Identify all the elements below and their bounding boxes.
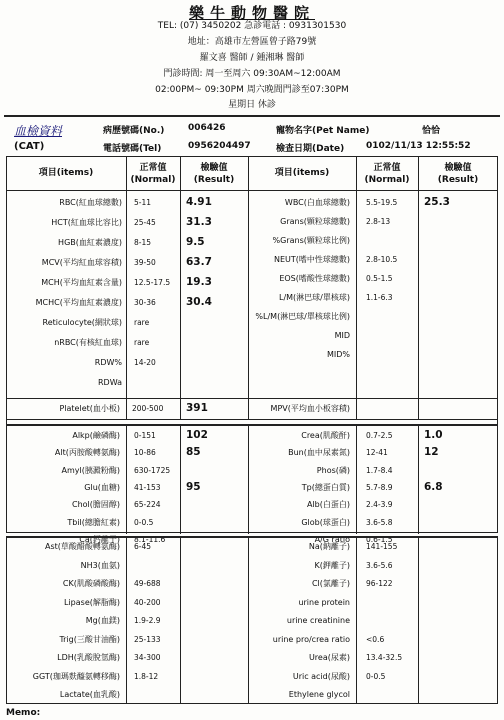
cbc_left-item: MCH(平均血紅素含量) [41,278,122,287]
pet-name-label: 寵物名字(Pet Name) [276,126,370,136]
chem2_right-normal: 0-0.5 [366,671,386,681]
cbc-left-items-header: 項目(items) [38,168,94,178]
chem2_right-item: urine creatinine [286,616,350,625]
chem2_left-normal: 40-200 [134,597,161,607]
phone-value: 0956204497 [188,141,251,151]
cbc_left-normal: 30-36 [134,298,156,307]
chem1_left-result: 85 [186,446,201,459]
chem2_right-item: K(鉀離子) [314,560,350,570]
chem2_right-item: Urea(尿素) [308,653,350,662]
chem1_left-normal: 0-0.5 [134,517,154,527]
pet-name-value: 恰恰 [422,126,441,136]
header-rule [4,115,500,117]
chem1_left-normal: 0-151 [134,431,156,440]
cbc-right-result-header: 檢驗值 [444,163,472,173]
cbc_right-item: MID% [326,350,350,359]
cbc_left-item: RDW% [94,358,122,367]
chem1_right-item: Bun(血中尿素氮) [288,448,350,458]
chem2_right-item: urine protein [298,597,350,607]
clinic-hours-1: 門診時間: 周一至周六 09:30AM~12:00AM [163,69,341,79]
chem2_left-normal: 25-133 [134,634,161,644]
chem2_left-normal: 1.9-2.9 [134,616,161,625]
cbc_right-normal: 2.8-13 [366,217,391,226]
cbc_left-normal: rare [134,318,150,327]
chem1_left-normal: 10-86 [134,448,156,458]
cbc_right-normal: 0.5-1.5 [366,274,393,283]
chem2_left-item: LDH(乳酸脫氫酶) [57,653,120,662]
chem1_right-normal: 5.7-8.9 [366,482,393,492]
chem2_right-normal: 3.6-5.6 [366,560,393,570]
platelet-result: 391 [186,402,208,414]
chem1_left-item: Amyl(胰澱粉酶) [61,465,120,475]
chem2_left-normal: 34-300 [134,653,161,662]
chem2_left-item: Lipase(解脂酶) [64,597,120,607]
cbc_left-result: 31.3 [186,216,212,228]
species-label: (CAT) [14,141,45,152]
cbc_left-normal: 25-45 [134,218,156,227]
cbc_left-item: Reticulocyte(網狀球) [42,318,122,327]
cbc-left-result-header: 檢驗值 [200,163,228,173]
cbc-right-normal-header: 正常值 [373,163,401,173]
chem1_right-item: Tp(總蛋白質) [301,482,350,492]
cbc_right-item: Grans(顆粒球總數) [280,217,350,226]
cbc_left-normal: 12.5-17.5 [134,278,171,287]
chem2_right-item: Na(鈉離子) [308,542,350,551]
cbc_left-result: 19.3 [186,276,212,288]
cbc_right-item: NEUT(嗜中性球總數) [273,255,350,264]
chem1_left-item: Ca(鈣離子) [79,534,120,544]
cbc_left-normal: rare [134,338,150,347]
chem2_left-item: Lactate(血乳酸) [59,690,120,699]
cbc_right-item: L/M(淋巴球/單核球) [279,293,350,302]
clinic-address: 地址：高雄市左營區曾子路79號 [187,37,317,47]
date-value: 0102/11/13 12:55:52 [366,141,471,151]
chem1_right-normal: 0.7-2.5 [366,431,393,440]
chem1_right-item: Phos(磷) [316,465,350,475]
chem2_right-item: urine pro/crea ratio [272,634,350,644]
chem1_left-item: Alkp(鹼磷酶) [72,431,120,440]
chem2_right-item: Ethylene glycol [288,690,350,699]
platelet-item: Platelet(血小板) [59,404,120,413]
chem1_right-normal: 12-41 [366,448,388,458]
chem1_right-item: Crea(肌酸酐) [301,431,350,440]
chem1_left-normal: 630-1725 [134,465,171,475]
cbc_right-result: 25.3 [424,196,450,208]
chem1_right-item: Glob(球蛋白) [301,517,350,527]
record-no-label: 病歷號碼(No.) [103,126,165,136]
cbc-center-divider [248,156,249,420]
cbc_left-normal: 14-20 [134,358,156,367]
lab-report-page: 樂牛動物醫院 TEL: (07) 3450202 急診電話 : 0931301530 地址：高雄市左營區曾子路79號 羅文喜 醫師 / 鍾湘琳 醫師 門診時間: 周一至周六 09:30AM~12:00AM 02:00PM~ 09:30PM 周六晚間門診至07:30PM 星期日 休診 血檢資料 (CAT) 病歷號碼(No.) 006426 寵物名字(Pet Name) 恰恰 電話號碼(Tel) 0956204497 檢查日期(Date) 0102/11/13 12:55:52 項目(items) 正常值 (Normal) 檢驗值 (Result) 項目(items) 正常值 (Normal) 檢驗值 (Result) RBC(紅血球總數) 5-11 4.91 HCT(紅血球比容比) 25-45 31.3 HGB(血紅素濃度) 8-15 9.5 MCV(平均紅血球容積) 39-50 63.7 MCH(平均血紅素含量) 12.5-17.5 19.3 MCHC(平均血紅素濃度) 30-36 30.4 Reticulocyte(網狀球) rare nRBC(有核紅血球) rare RDW% 14-20 RDWa WBC(白血球總數) 5.5-19.5 25.3 Grans(顆粒球總數) 2.8-13 %Grans(顆粒球比例) NEUT(嗜中性球總數) 2.8-10.5 EOS(嗜酸性球總數) 0.5-1.5 L/M(淋巴球/單核球) 1.1-6.3 %L/M(淋巴球/單核球比例) MID MID% Platelet(血小板) 200-500 391 MPV(平均血小板容積) Alkp(鹼磷酶) 0-151 102 Alt(丙胺酸轉氨酶) 10-86 85 Amyl(胰澱粉酶) 630-1725 Glu(血糖) 41-153 95 Chol(膽固醇) 65-224 Tbil(總膽紅素) 0-0.5 Ca(鈣離子) 8.1-11.6 Crea(肌酸酐) 0.7-2.5 1.0 Bun(血中尿素氮) 12-41 12 Phos(磷) 1.7-8.4 Tp(總蛋白質) 5.7-8.9 6.8 Alb(白蛋白) 2.4-3.9 Glob(球蛋白) 3.6-5.8 A/G ratio 0.6-1.5 Ast(草酸醋酸轉氨酶) 6-45 NH3(血氨) CK(肌酸磷酸酶) 49-688 Lipase(解脂酶) 40-200 Mg(血鎂) 1.9-2.9 Trig(三酸甘油酯) 25-133 LDH(乳酸脫氫酶) 34-300 GGT(珈瑪麩醯氨轉移酶) 1.8-12 Lactate(血乳酸) Na(鈉離子) 141-155 K(鉀離子) 3.6-5.6 Cl(氯離子) 96-122 urine protein urine creatinine urine pro/crea ratio <0.6 Urea(尿素) 13.4-32.5 Uric acid(尿酸) 0-0.5 Ethylene glycol Memo: [0,0,504,720]
cbc_left-item: HCT(紅血球比容比) [51,218,122,227]
cbc_left-result: 63.7 [186,256,212,268]
report-title: 血檢資料 [14,124,63,138]
cbc-left-normal-header: 正常值 [139,163,167,173]
cbc_left-normal: 39-50 [134,258,156,267]
cbc_right-item: %Grans(顆粒球比例) [272,236,350,245]
chem2_left-normal: 49-688 [134,579,161,588]
cbc-right-items-header: 項目(items) [274,168,330,178]
cbc_left-result: 9.5 [186,236,205,248]
cbc_left-result: 4.91 [186,196,212,208]
cbc_left-normal: 5-11 [134,198,152,207]
chem1_left-item: Tbil(總膽紅素) [67,517,120,527]
cbc_right-normal: 5.5-19.5 [366,198,398,207]
chem2_right-item: Uric acid(尿酸) [292,671,350,681]
chem1_right-normal: 2.4-3.9 [366,500,393,510]
chem1_right-result: 12 [424,446,439,459]
chem2_right-normal: 96-122 [366,579,393,588]
chem1_right-item: Alb(白蛋白) [306,500,350,510]
date-label: 檢查日期(Date) [276,144,345,154]
chem2_left-item: Trig(三酸甘油酯) [59,634,120,644]
chem2_left-normal: 6-45 [134,542,152,551]
cbc_left-item: nRBC(有核紅血球) [54,338,122,347]
platelet-normal: 200-500 [132,404,164,413]
cbc_left-item: RDWa [97,378,122,387]
chem2_right-normal: 141-155 [366,542,398,551]
cbc_left-normal: 8-15 [134,238,152,247]
chem1_right-result: 6.8 [424,480,443,493]
chem2_left-item: CK(肌酸磷酸酶) [62,579,120,588]
cbc_right-item: %L/M(淋巴球/單核球比例) [255,312,350,321]
chem2_right-item: Cl(氯離子) [311,579,350,588]
cbc_left-item: RBC(紅血球總數) [59,198,122,207]
cbc_left-result: 30.4 [186,296,212,308]
cbc_left-item: HGB(血紅素濃度) [58,238,122,247]
chem1_left-normal: 65-224 [134,500,161,510]
chem1_right-result: 1.0 [424,429,443,441]
chem1_left-result: 102 [186,429,208,441]
chem2_left-item: NH3(血氨) [80,560,120,570]
chem2_left-item: GGT(珈瑪麩醯氨轉移酶) [32,671,120,681]
phone-label: 電話號碼(Tel) [103,144,162,154]
chem2_right-normal: <0.6 [366,634,385,644]
cbc_right-item: EOS(嗜酸性球總數) [279,274,350,283]
chem2_left-item: Mg(血鎂) [85,616,120,625]
clinic-doctors: 羅文喜 醫師 / 鍾湘琳 醫師 [199,53,305,63]
chem1_right-item: A/G ratio [314,534,350,544]
chem1_right-normal: 3.6-5.8 [366,517,393,527]
mpv-item: MPV(平均血小板容積) [270,404,350,413]
chem1_left-item: Alt(丙胺酸轉氨酶) [54,448,120,458]
cbc_right-normal: 1.1-6.3 [366,293,393,302]
chem2_right-normal: 13.4-32.5 [366,653,403,662]
chem2_left-item: Ast(草酸醋酸轉氨酶) [44,542,120,551]
cbc_right-item: WBC(白血球總數) [284,198,350,207]
record-no-value: 006426 [188,123,226,133]
clinic-closed: 星期日 休診 [228,100,276,110]
clinic-hours-2: 02:00PM~ 09:30PM 周六晚間門診至07:30PM [155,85,349,95]
chem1_left-normal: 41-153 [134,482,161,492]
cbc_left-item: MCV(平均紅血球容積) [41,258,122,267]
clinic-tel: TEL: (07) 3450202 急診電話 : 0931301530 [157,21,347,31]
cbc_left-item: MCHC(平均血紅素濃度) [35,298,122,307]
cbc_right-normal: 2.8-10.5 [366,255,398,264]
chem1_right-normal: 0.6-1.5 [366,534,393,544]
clinic-name: 樂牛動物醫院 [188,4,315,22]
chem1_left-item: Chol(膽固醇) [71,500,120,510]
chem2_left-normal: 1.8-12 [134,671,159,681]
memo-label: Memo: [6,708,41,718]
chem1_left-item: Glu(血糖) [84,482,120,492]
chem1_right-normal: 1.7-8.4 [366,465,393,475]
chem1_left-result: 95 [186,480,201,493]
chem1_left-normal: 8.1-11.6 [134,534,166,544]
cbc_right-item: MID [334,331,350,340]
